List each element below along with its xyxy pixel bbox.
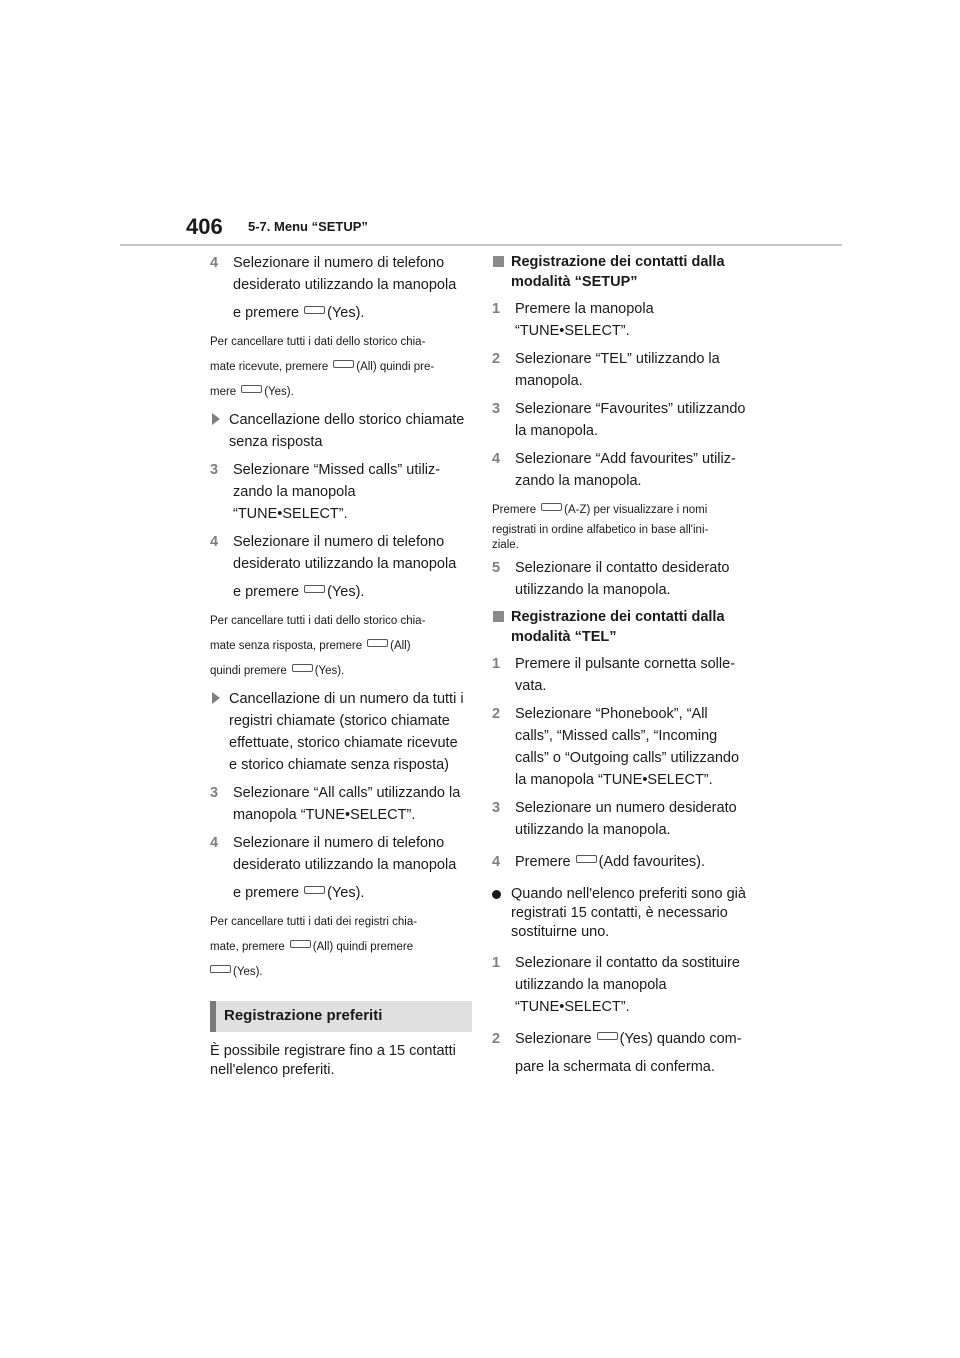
- yes-button-icon: [304, 886, 325, 894]
- step-4-missed: 4 Selezionare il numero di telefono desiderato utilizzando la manopola e premere (Yes).: [210, 534, 457, 600]
- yes-button-icon: [210, 965, 231, 973]
- note-all: Per cancellare tutti i dati dei registri chia- mate, premere (All) quindi premere (Yes).: [210, 916, 418, 978]
- step-4-setup: 4 Selezionare “Add favourites” utiliz- zando la manopola.: [492, 451, 736, 489]
- yes-button-icon: [241, 385, 262, 393]
- round-bullet-icon: [492, 890, 501, 899]
- all-button-icon: [290, 940, 311, 948]
- step-1-replace: 1 Selezionare il contatto da sostituire utilizzando la manopola “TUNE•SELECT”.: [492, 955, 740, 1015]
- yes-button-icon: [597, 1032, 618, 1040]
- note-missed: Per cancellare tutti i dati dello storico chia- mate senza risposta, premere (All) quindi premere (Yes).: [210, 615, 426, 677]
- step-3-all: 3 Selezionare “All calls” utilizzando la manopola “TUNE•SELECT”.: [210, 785, 461, 823]
- favourites-intro: È possibile registrare fino a 15 contatti nell'elenco preferiti.: [210, 1043, 456, 1078]
- step-2-tel: 2 Selezionare “Phonebook”, “All calls”, “Missed calls”, “Incoming calls” o “Outgoing calls” utilizzando la manopola “TUNE•SELECT”.: [492, 706, 740, 788]
- yes-button-icon: [292, 664, 313, 672]
- step-4-all: 4 Selezionare il numero di telefono desiderato utilizzando la manopola e premere (Yes).: [210, 835, 457, 901]
- step-3-setup: 3 Selezionare “Favourites” utilizzando la manopola.: [492, 401, 746, 439]
- step-2-replace: 2 Selezionare (Yes) quando com- pare la schermata di conferma.: [492, 1031, 742, 1075]
- yes-button-icon: [304, 306, 325, 314]
- add-favourites-button-icon: [576, 855, 597, 863]
- all-button-icon: [367, 639, 388, 647]
- triangle-bullet-icon: [212, 413, 220, 425]
- step-1-setup: 1 Premere la manopola “TUNE•SELECT”.: [492, 301, 654, 339]
- left-column: [210, 252, 472, 1080]
- note-az: Premere (A-Z) per visualizzare i nomi registrati in ordine alfabetico in base all'ini- ziale.: [492, 504, 709, 551]
- triangle-bullet-icon: [212, 692, 220, 704]
- page-number: 406: [186, 214, 223, 239]
- all-button-icon: [333, 360, 354, 368]
- step-3-tel: 3 Selezionare un numero desiderato utilizzando la manopola.: [492, 800, 737, 838]
- az-button-icon: [541, 503, 562, 511]
- bullet-replace-contact: Quando nell'elenco preferiti sono già registrati 15 contatti, è necessario sostituirne uno.: [492, 885, 754, 942]
- step-4-received: 4 Selezionare il numero di telefono desiderato utilizzando la manopola e premere (Yes).: [210, 255, 457, 321]
- header-rule: [120, 244, 842, 246]
- subsection-missed-calls: Cancellazione dello storico chiamate senza risposta: [210, 409, 472, 453]
- step-5-setup: 5 Selezionare il contatto desiderato utilizzando la manopola.: [492, 560, 730, 598]
- right-column: [492, 252, 754, 1084]
- step-1-tel: 1 Premere il pulsante cornetta solle- vata.: [492, 656, 736, 694]
- heading-setup-mode: Registrazione dei contatti dalla modalità “SETUP”: [492, 252, 754, 292]
- yes-button-icon: [304, 585, 325, 593]
- step-3-missed: 3 Selezionare “Missed calls” utiliz- zando la manopola “TUNE•SELECT”.: [210, 462, 441, 522]
- subsection-all-registers: Cancellazione di un numero da tutti i registri chiamate (storico chiamate effettuate, storico chiamate ricevute e storico chiamate senza risposta): [210, 688, 472, 776]
- section-bar: [210, 1001, 216, 1032]
- step-2-setup: 2 Selezionare “TEL” utilizzando la manopola.: [492, 351, 720, 389]
- step-4-tel: 4 Premere (Add favourites).: [492, 854, 705, 870]
- chapter-title: 5-7. Menu “SETUP”: [248, 219, 368, 234]
- heading-tel-mode: Registrazione dei contatti dalla modalità “TEL”: [492, 607, 754, 647]
- note-received: Per cancellare tutti i dati dello storico chia- mate ricevute, premere (All) quindi pre- mere (Yes).: [210, 336, 435, 398]
- square-bullet-icon: [493, 256, 504, 267]
- section-heading-favourites: Registrazione preferiti: [210, 1001, 472, 1032]
- square-bullet-icon: [493, 611, 504, 622]
